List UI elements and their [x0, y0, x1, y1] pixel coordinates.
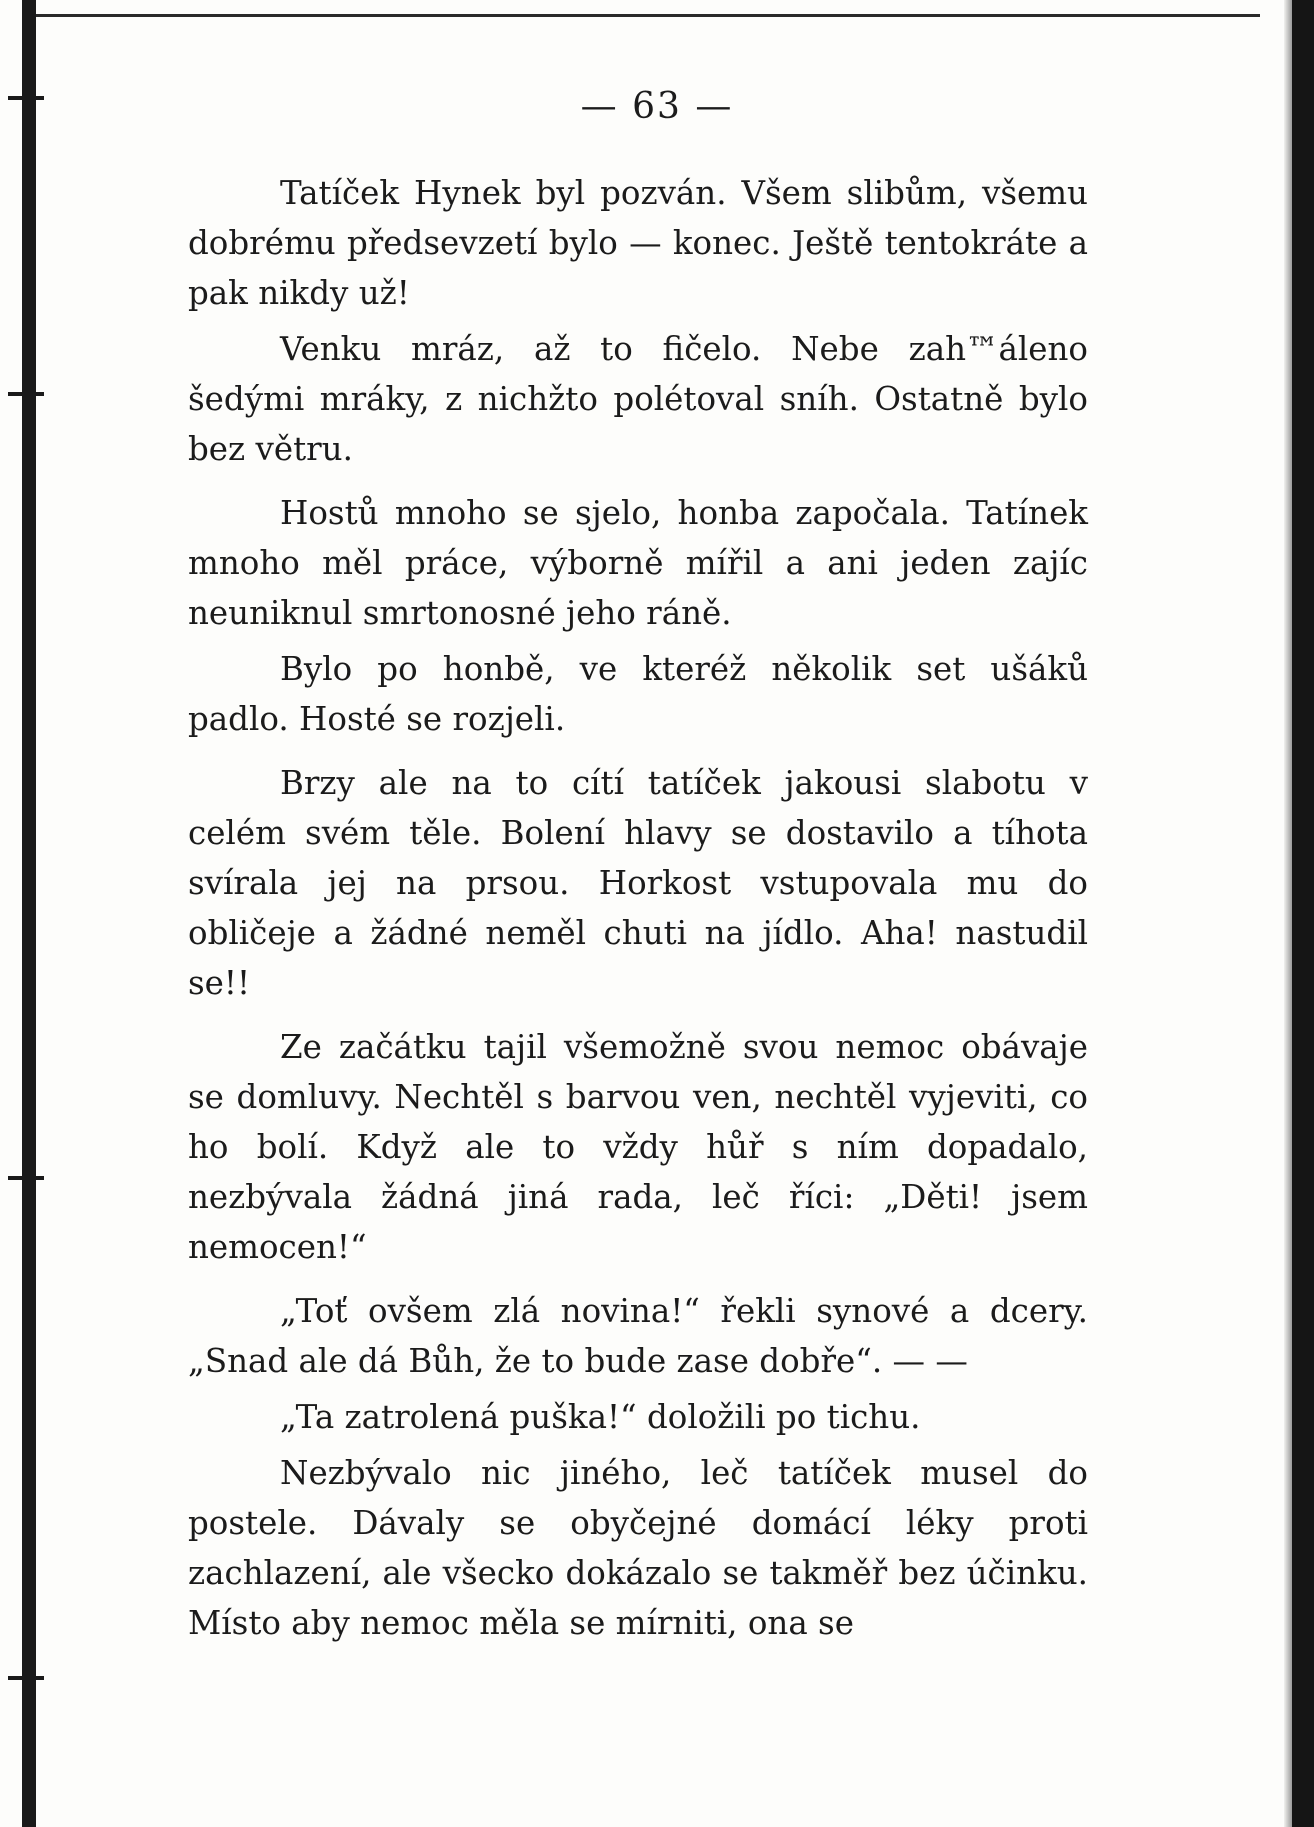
right-page-shadow: [1284, 0, 1292, 1827]
paragraph: „Ta zatrolená puška!“ doložili po tichu.: [280, 1398, 921, 1436]
top-edge-rule: [30, 14, 1260, 17]
paragraph: Venku mráz, až to fičelo. Nebe zah™áleno šedými mráky, z nichžto polétoval sníh. Ostatně bylo bez větru.: [188, 330, 1088, 468]
paragraph: Tatíček Hynek byl pozván. Všem slibům, všemu dobrému předsevzetí bylo — konec. Ještě tentokráte a pak nikdy už!: [188, 174, 1088, 312]
body-text: [188, 168, 1088, 1654]
binding-mark: [8, 1176, 44, 1180]
paragraph: Bylo po honbě, ve kteréž několik set ušáků padlo. Hosté se rozjeli.: [188, 650, 1088, 738]
binding-mark: [8, 1676, 44, 1680]
page-number: — 63 —: [580, 86, 734, 127]
paragraph: „Toť ovšem zlá novina!“ řekli synové a dcery. „Snad ale dá Bůh, že to bude zase dobře“. — —: [188, 1292, 1088, 1380]
binding-mark: [8, 392, 44, 396]
right-scan-edge: [1292, 0, 1314, 1827]
paragraph: Ze začátku tajil všemožně svou nemoc obávaje se domluvy. Nechtěl s barvou ven, nechtěl vyjeviti, co ho bolí. Když ale to vždy hůř s ním dopadalo, nezbývala žádná jiná rada, leč říci: „Děti! jsem nemocen!“: [188, 1028, 1088, 1266]
paragraph: Nezbývalo nic jiného, leč tatíček musel do postele. Dávaly se obyčejné domácí léky proti zachlazení, ale všecko dokázalo se takměř bez účinku. Místo aby nemoc měla se mírniti, ona se: [188, 1454, 1088, 1642]
paragraph: Hostů mnoho se sjelo, honba započala. Tatínek mnoho měl práce, výborně mířil a ani jeden zajíc neuniknul smrtonosné jeho ráně.: [188, 494, 1088, 632]
paragraph: Brzy ale na to cítí tatíček jakousi slabotu v celém svém těle. Bolení hlavy se dostavilo a tíhota svírala jej na prsou. Horkost vstupovala mu do obličeje a žádné neměl chuti na jídlo. Aha! nastudil se!!: [188, 764, 1088, 1002]
binding-edge: [22, 0, 36, 1827]
